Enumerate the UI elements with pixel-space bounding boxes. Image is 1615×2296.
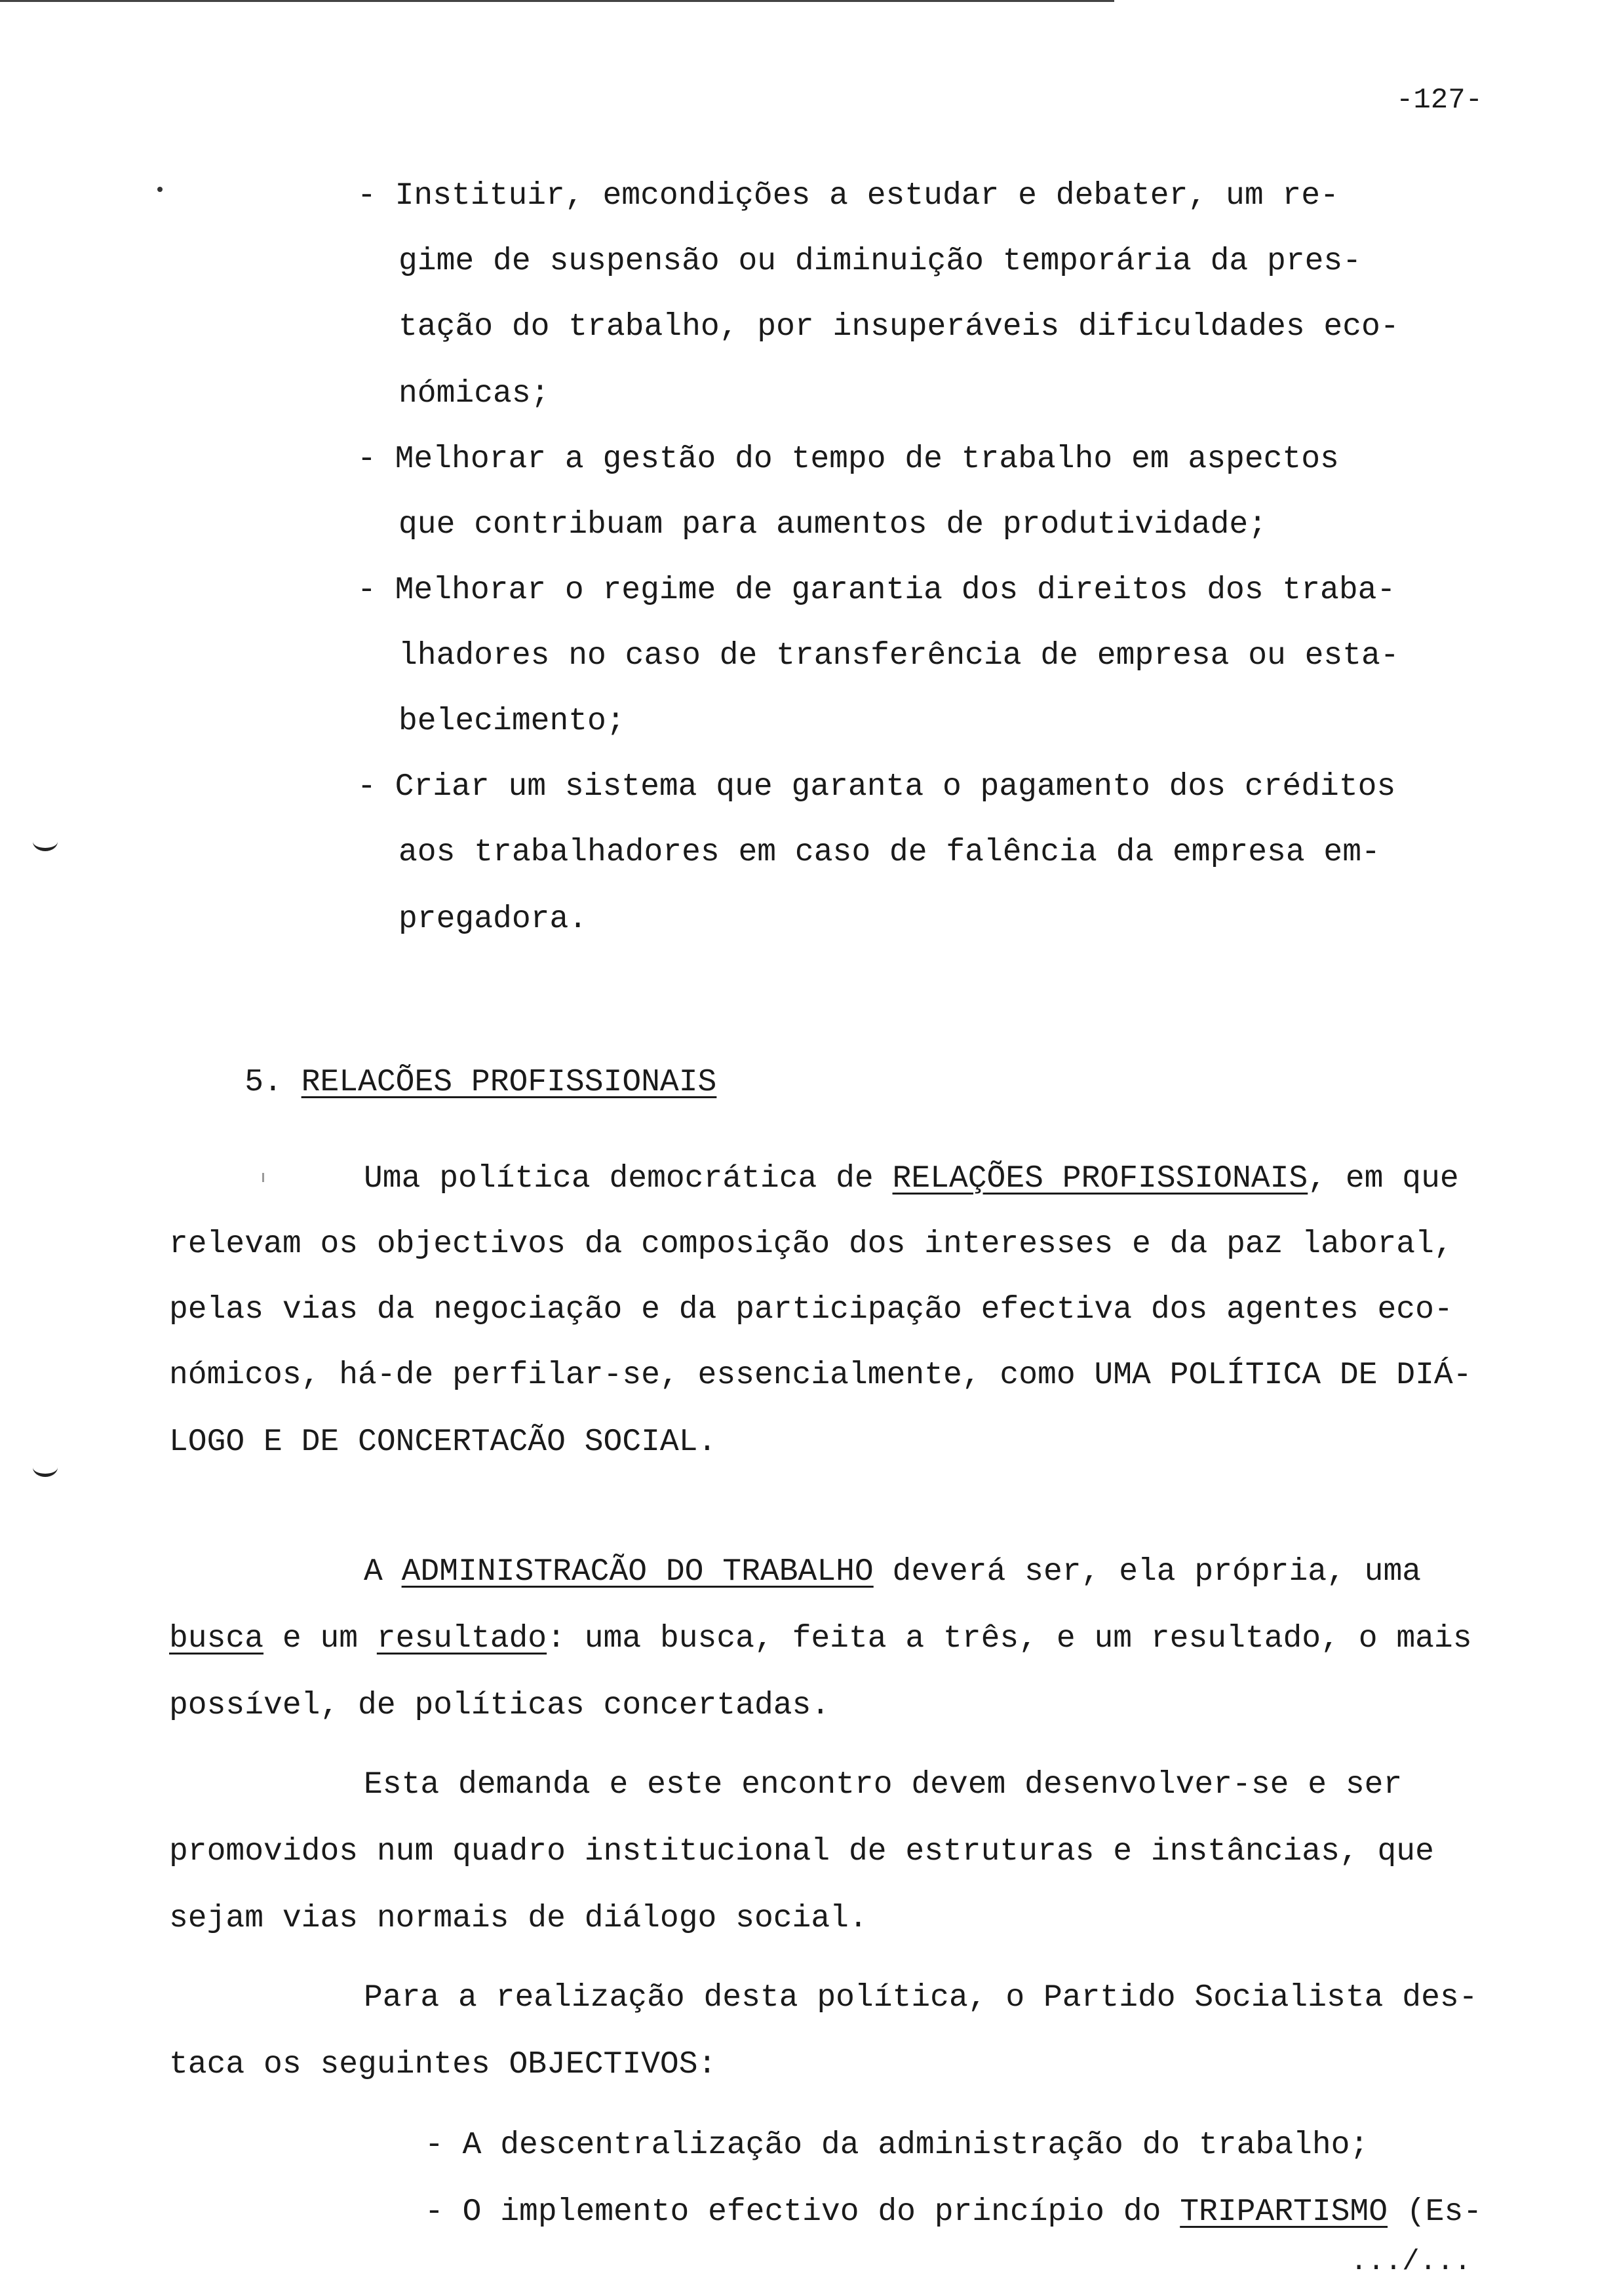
margin-check-mark xyxy=(33,832,58,851)
paragraph-line: Uma política democrática de RELAÇÕES PROFISSIONAIS, em que xyxy=(364,1161,1459,1196)
paragraph-line: A ADMINISTRACÃO DO TRABALHO deverá ser, ela própria, uma xyxy=(364,1554,1422,1590)
section-number: 5. xyxy=(244,1065,282,1100)
paragraph-line: taca os seguintes OBJECTIVOS: xyxy=(169,2047,717,2082)
list-item-line: lhadores no caso de transferência de empresa ou esta- xyxy=(399,638,1399,674)
margin-dot xyxy=(157,187,163,192)
underlined-term: busca xyxy=(169,1621,264,1656)
list-item-line: - Criar um sistema que garanta o pagamento dos créditos xyxy=(357,769,1396,805)
paragraph-line: pelas vias da negociação e da participação efectiva dos agentes eco- xyxy=(169,1292,1453,1328)
list-item-line: nómicas; xyxy=(399,376,550,411)
list-item-line: que contribuam para aumentos de produtividade; xyxy=(399,507,1268,543)
paragraph-line: relevam os objectivos da composição dos interesses e da paz laboral, xyxy=(169,1227,1453,1262)
list-item-line: belecimento; xyxy=(399,704,625,739)
page-number: -127- xyxy=(1396,84,1483,117)
margin-check-mark xyxy=(33,1458,58,1477)
list-item-line: - O implemento efectivo do princípio do TRIPARTISMO (Es- xyxy=(425,2194,1483,2230)
list-item-line: pregadora. xyxy=(399,902,588,937)
paragraph-line: promovidos num quadro institucional de estruturas e instâncias, que xyxy=(169,1834,1434,1869)
section-heading xyxy=(169,1035,716,1130)
top-rule xyxy=(0,0,1114,2)
paragraph-line: LOGO E DE CONCERTACÃO SOCIAL. xyxy=(169,1425,717,1460)
paragraph-line: busca e um resultado: uma busca, feita a três, e um resultado, o mais xyxy=(169,1621,1472,1656)
underlined-term: RELAÇÕES PROFISSIONAIS xyxy=(892,1161,1308,1196)
underlined-term: ADMINISTRACÃO DO TRABALHO xyxy=(401,1554,874,1590)
list-item-line: - Melhorar o regime de garantia dos direitos dos traba- xyxy=(357,573,1396,608)
paragraph-line: Para a realização desta política, o Partido Socialista des- xyxy=(364,1980,1478,2016)
section-title: RELACÕES PROFISSIONAIS xyxy=(301,1065,717,1100)
list-item-line: gime de suspensão ou diminuição temporária da pres- xyxy=(399,244,1362,279)
underlined-term: resultado xyxy=(376,1621,547,1656)
list-item-line: tação do trabalho, por insuperáveis dificuldades eco- xyxy=(399,309,1399,345)
list-item-line: aos trabalhadores em caso de falência da empresa em- xyxy=(399,835,1380,870)
paragraph-line: sejam vias normais de diálogo social. xyxy=(169,1901,868,1936)
list-item-line: - Melhorar a gestão do tempo de trabalho em aspectos xyxy=(357,442,1339,477)
underlined-term: TRIPARTISMO xyxy=(1180,2194,1388,2230)
paragraph-line: nómicos, há-de perfilar-se, essencialmente, como UMA POLÍTICA DE DIÁ- xyxy=(169,1358,1472,1393)
paragraph-line: Esta demanda e este encontro devem desenvolver-se e ser xyxy=(364,1767,1403,1803)
paragraph-line: possível, de políticas concertadas. xyxy=(169,1688,830,1723)
list-item-line: - Instituir, emcondições a estudar e debater, um re- xyxy=(357,178,1339,214)
list-item-line: - A descentralização da administração do trabalho; xyxy=(425,2128,1369,2163)
margin-tick xyxy=(262,1173,264,1182)
continuation-mark: .../... xyxy=(1350,2246,1471,2278)
